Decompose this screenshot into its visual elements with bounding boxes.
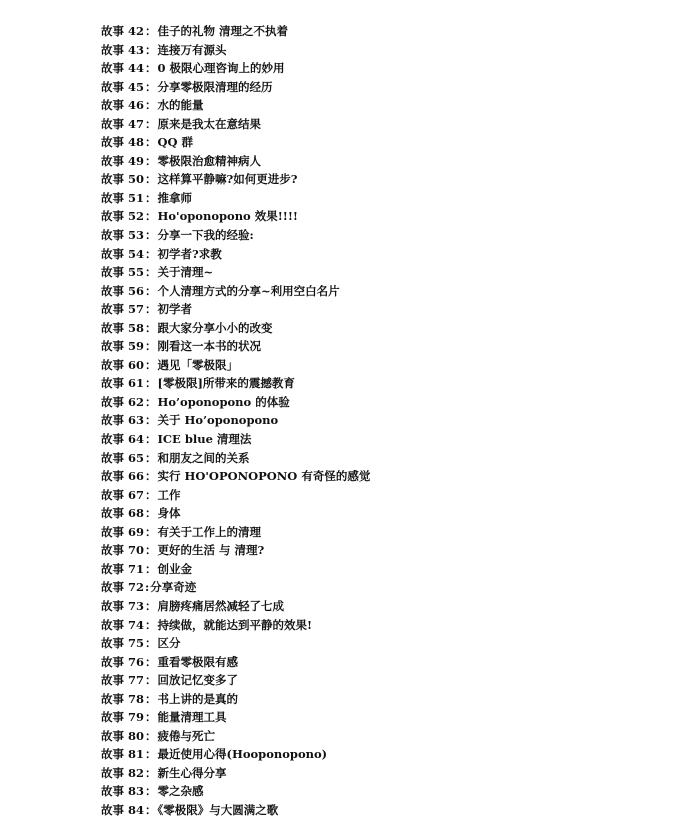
story-separator: ： — [145, 79, 157, 94]
story-list-item — [101, 616, 370, 635]
story-number: 故事 74 — [101, 617, 145, 632]
story-list-item — [101, 374, 370, 393]
story-separator: ： — [145, 320, 157, 335]
story-number: 故事 48 — [101, 135, 145, 150]
story-number: 故事 84 — [101, 802, 145, 817]
story-separator: ： — [145, 228, 157, 243]
story-title: 推拿师 — [157, 190, 193, 205]
story-number: 故事 78 — [101, 691, 145, 706]
story-separator: ： — [145, 469, 157, 484]
story-title: 有关于工作上的清理 — [157, 524, 262, 539]
story-list-item — [101, 560, 370, 579]
story-list-item — [101, 170, 370, 189]
story-number: 故事 43 — [101, 42, 145, 57]
story-list — [101, 22, 370, 820]
story-list-item — [101, 653, 370, 672]
story-separator: ： — [145, 802, 157, 817]
story-number: 故事 79 — [101, 710, 145, 725]
story-separator: ： — [145, 598, 157, 613]
story-list-item — [101, 300, 370, 319]
story-separator: ： — [145, 524, 157, 539]
story-list-item — [101, 634, 370, 653]
story-title: 身体 — [157, 506, 181, 521]
story-list-item — [101, 523, 370, 542]
story-separator: ： — [145, 153, 157, 168]
story-number: 故事 70 — [101, 543, 145, 558]
story-title: QQ 群 — [157, 135, 194, 150]
story-number: 故事 75 — [101, 636, 145, 651]
story-title: 原来是我太在意结果 — [157, 116, 262, 131]
story-number: 故事 73 — [101, 598, 145, 613]
story-title: 持续做，就能达到平静的效果! — [157, 617, 313, 632]
story-list-item — [101, 541, 370, 560]
story-title: Ho’oponopono 的体验 — [157, 394, 290, 409]
story-number: 故事 59 — [101, 339, 145, 354]
story-title: 能量清理工具 — [157, 710, 227, 725]
story-list-item — [101, 449, 370, 468]
story-separator: ： — [145, 283, 157, 298]
story-title: 零之杂感 — [157, 784, 204, 799]
story-list-item — [101, 504, 370, 523]
story-title: 最近使用心得(Hooponopono) — [157, 747, 328, 762]
story-number: 故事 61 — [101, 376, 145, 391]
story-list-item — [101, 22, 370, 41]
story-title: 回放记忆变多了 — [157, 673, 239, 688]
story-separator: ： — [145, 135, 157, 150]
story-title: 关于 Ho’oponopono — [157, 413, 279, 428]
story-number: 故事 62 — [101, 394, 145, 409]
story-separator: ： — [145, 246, 157, 261]
story-number: 故事 72 — [101, 580, 145, 595]
story-number: 故事 44 — [101, 61, 145, 76]
story-title: 遇见「零极限」 — [157, 357, 239, 372]
story-separator: ： — [145, 673, 157, 688]
story-list-item — [101, 356, 370, 375]
story-separator: ： — [145, 190, 157, 205]
story-list-item — [101, 337, 370, 356]
story-title: 书上讲的是真的 — [157, 691, 239, 706]
story-title: 区分 — [157, 636, 181, 651]
story-title: 关于清理~ — [157, 265, 214, 280]
story-separator: ： — [145, 61, 157, 76]
story-number: 故事 68 — [101, 506, 145, 521]
story-separator: ： — [145, 376, 157, 391]
story-title: 0 极限心理咨询上的妙用 — [157, 61, 285, 76]
story-number: 故事 45 — [101, 79, 145, 94]
story-title: 连接万有源头 — [157, 42, 227, 57]
story-separator: ： — [145, 747, 157, 762]
story-list-item — [101, 486, 370, 505]
story-separator: ： — [145, 617, 157, 632]
story-separator: ： — [145, 765, 157, 780]
story-title: ICE blue 清理法 — [157, 432, 252, 447]
story-separator: ： — [145, 636, 157, 651]
story-number: 故事 81 — [101, 747, 145, 762]
story-number: 故事 71 — [101, 561, 145, 576]
story-number: 故事 46 — [101, 98, 145, 113]
story-number: 故事 82 — [101, 765, 145, 780]
story-number: 故事 67 — [101, 487, 145, 502]
story-separator: ： — [145, 432, 157, 447]
story-title: 零极限治愈精神病人 — [157, 153, 262, 168]
story-list-item — [101, 430, 370, 449]
story-title: 《零极限》与大圆满之歌 — [157, 802, 279, 817]
story-list-item — [101, 764, 370, 783]
story-separator: ： — [145, 506, 157, 521]
story-separator: ： — [145, 487, 157, 502]
story-title: 水的能量 — [157, 98, 204, 113]
story-separator: ： — [145, 543, 157, 558]
story-list-item — [101, 189, 370, 208]
story-list-item — [101, 41, 370, 60]
story-title: 疲倦与死亡 — [157, 728, 216, 743]
story-separator: : — [145, 580, 150, 595]
story-list-item — [101, 411, 370, 430]
story-list-item — [101, 690, 370, 709]
story-list-item — [101, 319, 370, 338]
story-title: 分享零极限清理的经历 — [157, 79, 273, 94]
story-title: 这样算平静嘛?如何更进步? — [157, 172, 298, 187]
story-list-item — [101, 152, 370, 171]
story-list-item — [101, 115, 370, 134]
story-separator: ： — [145, 728, 157, 743]
story-separator: ： — [145, 394, 157, 409]
story-title: Ho'oponopono 效果!!!! — [157, 209, 298, 224]
story-title: 重看零极限有感 — [157, 654, 239, 669]
story-separator: ： — [145, 710, 157, 725]
story-title: 初学者?求教 — [157, 246, 222, 261]
story-separator: ： — [145, 24, 157, 38]
story-number: 故事 49 — [101, 153, 145, 168]
story-number: 故事 76 — [101, 654, 145, 669]
story-separator: ： — [145, 413, 157, 428]
story-list-item — [101, 578, 370, 597]
story-separator: ： — [145, 209, 157, 224]
story-list-item — [101, 226, 370, 245]
story-number: 故事 83 — [101, 784, 145, 799]
story-title: 分享一下我的经验: — [157, 228, 254, 243]
story-number: 故事 55 — [101, 265, 145, 280]
story-separator: ： — [145, 42, 157, 57]
story-separator: ： — [145, 691, 157, 706]
story-separator: ： — [145, 265, 157, 280]
story-separator: ： — [145, 784, 157, 799]
story-number: 故事 52 — [101, 209, 145, 224]
story-number: 故事 56 — [101, 283, 145, 298]
story-number: 故事 80 — [101, 728, 145, 743]
story-list-item — [101, 467, 370, 486]
story-title: 分享奇迹 — [150, 580, 197, 595]
story-list-item — [101, 78, 370, 97]
story-title: 刚看这一本书的状况 — [157, 339, 262, 354]
story-list-item — [101, 96, 370, 115]
story-title: 跟大家分享小小的改变 — [157, 320, 273, 335]
story-title: [零极限]所带来的震撼教育 — [157, 376, 295, 391]
story-number: 故事 58 — [101, 320, 145, 335]
story-separator: ： — [145, 561, 157, 576]
story-title: 个人清理方式的分享~利用空白名片 — [157, 283, 340, 298]
story-number: 故事 66 — [101, 469, 145, 484]
story-separator: ： — [145, 302, 157, 317]
story-title: 创业金 — [157, 561, 193, 576]
story-list-item — [101, 207, 370, 226]
story-list-item — [101, 801, 370, 820]
story-title: 和朋友之间的关系 — [157, 450, 250, 465]
story-separator: ： — [145, 98, 157, 113]
story-number: 故事 63 — [101, 413, 145, 428]
story-title: 实行 HO'OPONOPONO 有奇怪的感觉 — [157, 469, 371, 484]
story-number: 故事 57 — [101, 302, 145, 317]
story-title: 佳子的礼物 清理之不执着 — [157, 24, 289, 38]
story-list-item — [101, 263, 370, 282]
story-list-item — [101, 282, 370, 301]
story-separator: ： — [145, 116, 157, 131]
story-list-item — [101, 782, 370, 801]
story-list-item — [101, 245, 370, 264]
story-list-item — [101, 708, 370, 727]
story-list-item — [101, 597, 370, 616]
story-list-item — [101, 393, 370, 412]
story-title: 初学者 — [157, 302, 193, 317]
story-list-item — [101, 59, 370, 78]
story-number: 故事 53 — [101, 228, 145, 243]
story-number: 故事 50 — [101, 172, 145, 187]
story-number: 故事 64 — [101, 432, 145, 447]
story-separator: ： — [145, 339, 157, 354]
story-separator: ： — [145, 357, 157, 372]
story-number: 故事 54 — [101, 246, 145, 261]
story-title: 更好的生活 与 清理? — [157, 543, 265, 558]
story-separator: ： — [145, 172, 157, 187]
story-separator: ： — [145, 450, 157, 465]
story-number: 故事 60 — [101, 357, 145, 372]
story-title: 工作 — [157, 487, 181, 502]
story-number: 故事 77 — [101, 673, 145, 688]
story-number: 故事 51 — [101, 190, 145, 205]
story-title: 肩膀疼痛居然减轻了七成 — [157, 598, 285, 613]
story-number: 故事 42 — [101, 24, 145, 38]
story-number: 故事 65 — [101, 450, 145, 465]
story-list-item — [101, 671, 370, 690]
story-list-item — [101, 727, 370, 746]
story-list-item — [101, 745, 370, 764]
story-title: 新生心得分享 — [157, 765, 227, 780]
story-separator: ： — [145, 654, 157, 669]
story-number: 故事 47 — [101, 116, 145, 131]
story-list-item — [101, 133, 370, 152]
story-number: 故事 69 — [101, 524, 145, 539]
